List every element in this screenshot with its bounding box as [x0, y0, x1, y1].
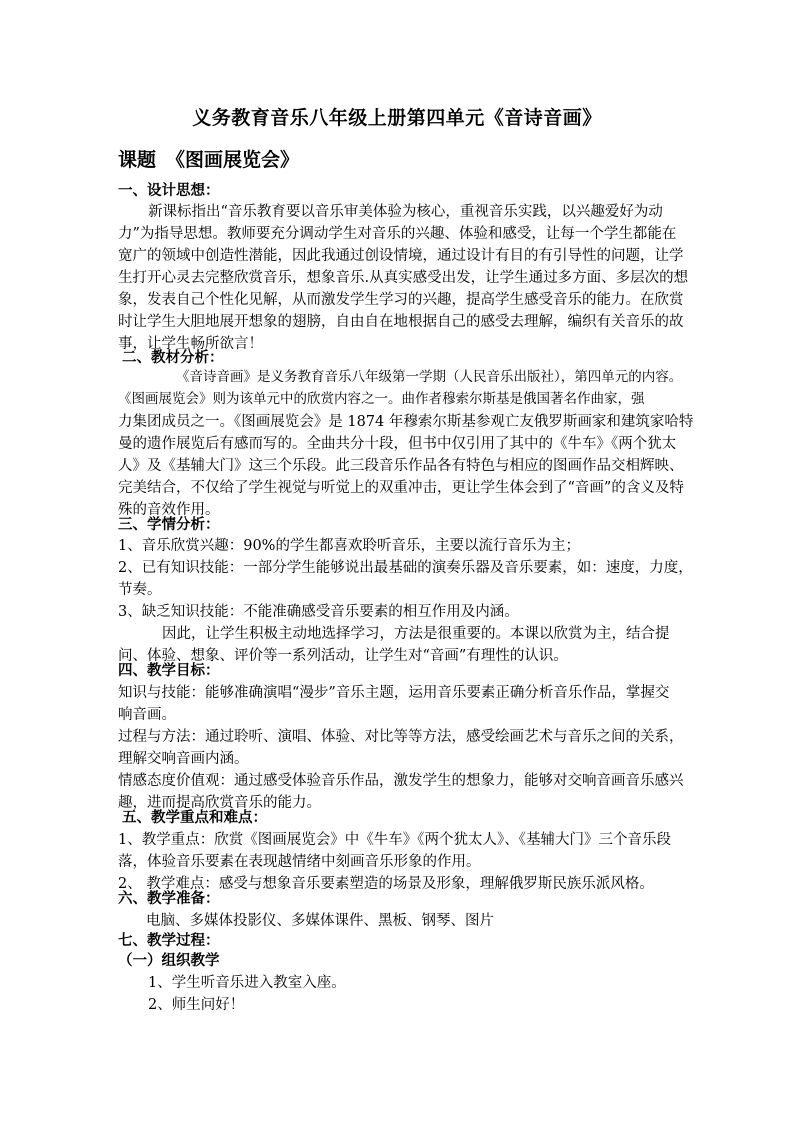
design-line: 事，让学生畅所欲言！: [118, 336, 263, 352]
design-line: 时让学生大胆地展开想象的翅膀，自由自在地根据自己的感受去理解，编织有关音乐的故: [118, 314, 684, 330]
process-line: 2、师生问好！: [148, 997, 245, 1013]
focus-line: 2、 教学难点：感受与想象音乐要素塑造的场景及形象，理解俄罗斯民族乐派风格。: [118, 876, 654, 892]
document-title: 义务教育音乐八年级上册第四单元《音诗音画》: [192, 107, 602, 129]
prep-line: 电脑、多媒体投影仪、多媒体课件、黑板、钢琴、图片: [146, 913, 494, 929]
process-subheading: （一）组织教学: [118, 952, 220, 969]
goals-line: 响音画。: [118, 707, 176, 723]
section-heading-prep: 六、教学准备：: [118, 890, 220, 907]
section-heading-material: 二、教材分析：: [122, 349, 224, 366]
goals-line: 情感态度价值观：通过感受体验音乐作品，激发学生的想象力，能够对交响音画音乐感兴: [118, 773, 684, 789]
material-line: 人》及《基辅大门》这三个乐段。此三段音乐作品各有特色与相应的图画作品交相辉映、: [118, 458, 684, 474]
section-heading-focus: 五、教学重点和难点：: [122, 809, 267, 826]
students-line: 因此，让学生积极主动地选择学习，方法是很重要的。本课以欣赏为主，结合提: [162, 626, 670, 642]
design-line: 新课标指出“音乐教育要以音乐审美体验为核心，重视音乐实践，以兴趣爱好为动: [148, 204, 663, 220]
material-line: 曼的遗作展览后有感而写的。全曲共分十段，但书中仅引用了其中的《牛车》《两个犹太: [118, 436, 677, 452]
goals-line: 理解交响音画内涵。: [118, 751, 249, 767]
section-heading-process: 七、教学过程：: [118, 932, 220, 949]
material-line: 殊的音效作用。: [118, 502, 220, 518]
students-line: 3、缺乏知识技能：不能准确感受音乐要素的相互作用及内涵。: [118, 604, 519, 620]
design-line: 生打开心灵去完整欣赏音乐，想象音乐.从真实感受出发，让学生通过多方面、多层次的想: [118, 270, 689, 286]
focus-line: 落，体验音乐要素在表现越情绪中刻画音乐形象的作用。: [118, 854, 481, 870]
goals-line: 过程与方法：通过聆听、演唱、体验、对比等等方法，感受绘画艺术与音乐之间的关系，: [118, 729, 684, 745]
design-line: 象，发表自己个性化见解，从而激发学生学习的兴趣，提高学生感受音乐的能力。在欣赏: [118, 292, 684, 308]
design-line: 力”为指导思想。教师要充分调动学生对音乐的兴趣、体验和感受，让每一个学生都能在: [118, 226, 677, 242]
students-line: 节奏。: [118, 582, 162, 598]
material-line: 《音诗音画》是义务教育音乐八年级第一学期（人民音乐出版社），第四单元的内容。: [176, 369, 683, 385]
course-label: 课题: [118, 149, 157, 171]
material-line: 力集团成员之一。《图画展览会》是 1874 年穆索尔斯基参观亡友俄罗斯画家和建筑家哈特: [118, 414, 694, 430]
course-name: 《图画展览会》: [166, 149, 300, 171]
section-heading-design: 一、设计思想：: [118, 182, 220, 199]
goals-line: 知识与技能：能够准确演唱“漫步”音乐主题，运用音乐要素正确分析音乐作品，掌握交: [118, 685, 670, 701]
students-line: 1、音乐欣赏兴趣：90%的学生都喜欢聆听音乐，主要以流行音乐为主；: [118, 538, 580, 554]
focus-line: 1、教学重点：欣赏《图画展览会》中《牛车》《两个犹太人》、《基辅大门》三个音乐段: [118, 832, 671, 848]
section-heading-goals: 四、教学目标：: [118, 662, 220, 679]
section-heading-students: 三、学情分析：: [118, 516, 220, 533]
material-line: 《图画展览会》则为该单元中的欣赏内容之一。曲作者穆索尔斯基是俄国著名作曲家，强: [118, 391, 645, 407]
design-line: 宽广的领域中创造性潜能，因此我通过创设情境，通过设计有目的有引导性的问题，让学: [118, 248, 684, 264]
goals-line: 趣，进而提高欣赏音乐的能力。: [118, 795, 321, 811]
course-title: [118, 145, 299, 172]
students-line: 2、已有知识技能：一部分学生能够说出最基础的演奏乐器及音乐要素，如：速度，力度，: [118, 560, 693, 576]
process-line: 1、学生听音乐进入教室入座。: [148, 975, 346, 991]
material-line: 完美结合，不仅给了学生视觉与听觉上的双重冲击，更让学生体会到了“音画”的含义及特: [118, 480, 684, 496]
students-line: 问、体验、想象、评价等一系列活动，让学生对“音画”有理性的认识。: [118, 648, 568, 664]
